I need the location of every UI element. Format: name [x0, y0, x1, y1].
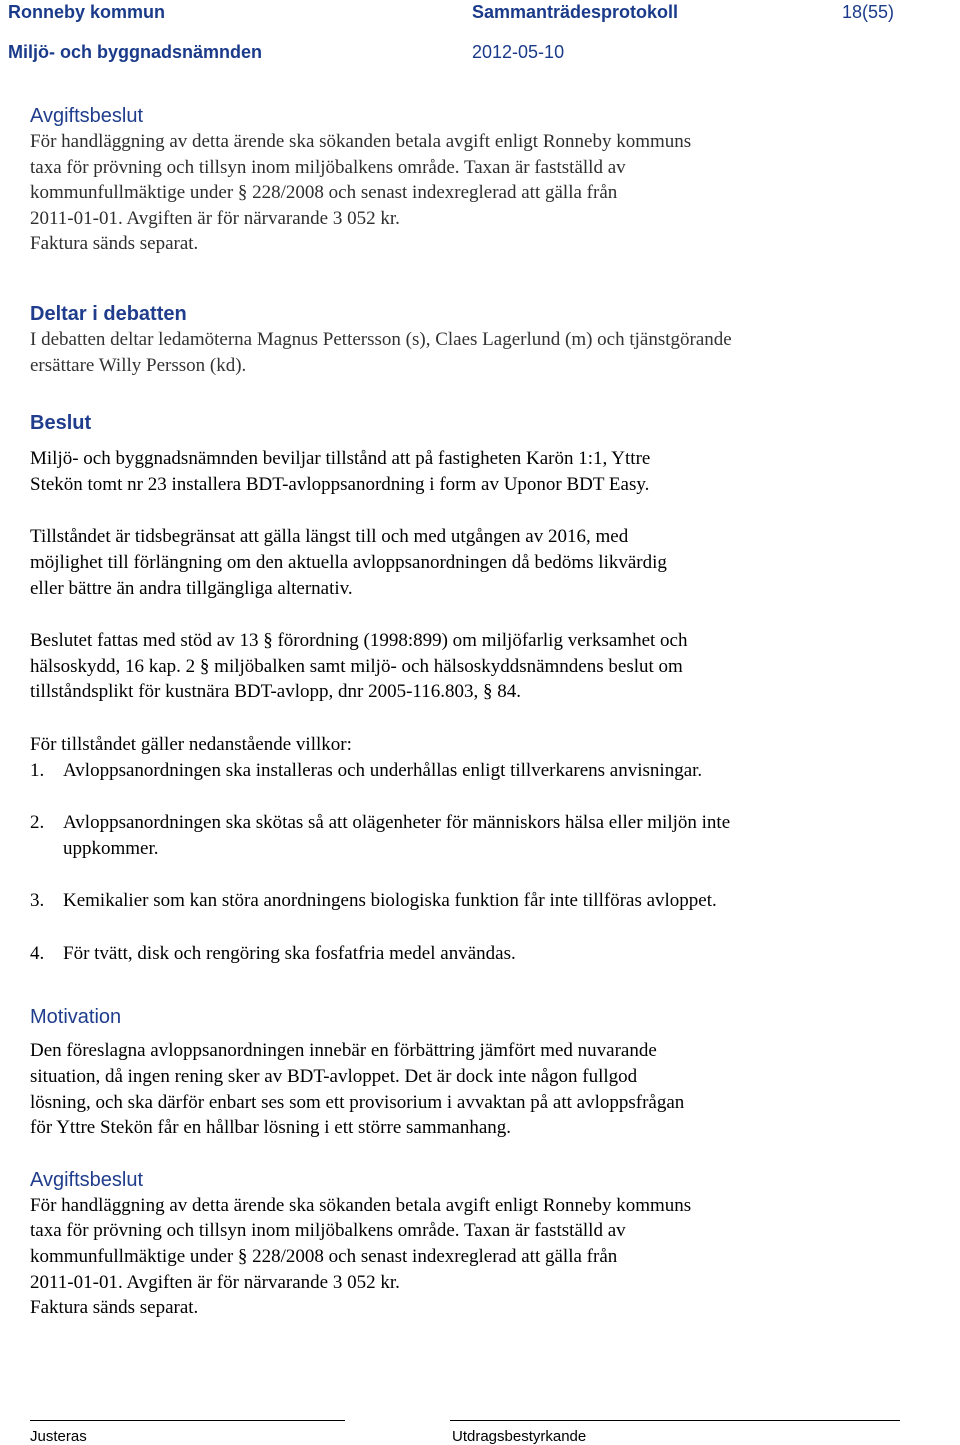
condition-item — [30, 888, 930, 914]
conditions-intro: För tillståndet gäller nedanstående villkor: — [30, 733, 352, 755]
condition-number: 3. — [30, 890, 45, 912]
condition-number: 2. — [30, 812, 45, 834]
decision-section — [30, 410, 930, 966]
header-doc-type: Sammanträdesprotokoll — [472, 2, 679, 22]
condition-number: 4. — [30, 942, 45, 964]
footer-justeras: Justeras — [30, 1428, 87, 1445]
motivation-heading: Motivation — [30, 1006, 122, 1029]
header-org: Ronneby kommun — [8, 2, 166, 22]
condition-number: 1. — [30, 759, 45, 781]
decision-paragraph-2: Tillståndet är tidsbegränsat att gälla längst till och med utgången av 2016, med möjlighet till förlängning om den aktuella avloppsanordningen då bedöms likvärdig eller bättre än andra tillgängliga alternativ. — [30, 526, 667, 599]
debate-heading: Deltar i debatten — [30, 302, 187, 325]
debate-text: I debatten deltar ledamöterna Magnus Pettersson (s), Claes Lagerlund (m) och tjänstgörande ersättare Willy Persson (kd). — [30, 328, 732, 376]
decision-heading: Beslut — [30, 412, 92, 435]
condition-text: Avloppsanordningen ska installeras och underhållas enligt tillverkarens anvisningar. — [63, 759, 703, 781]
decision-paragraph-3: Beslutet fattas med stöd av 13 § förordning (1998:899) om miljöfarlig verksamhet och hälsoskydd, 16 kap. 2 § miljöbalken samt miljö- och hälsoskyddsnämndens beslut om tillståndsplikt för kustnära BDT-avlopp, dnr 2005-116.803, § 84. — [30, 630, 688, 703]
fee-text: För handläggning av detta ärende ska sökanden betala avgift enligt Ronneby kommuns taxa för prövning och tillsyn inom miljöbalkens område. Taxan är fastställd av kommunfullmäktige under § 228/2008 och senast indexreglerad att gälla från 2011-01-01. Avgiften är för närvarande 3 052 kr. Faktura sänds separat. — [30, 131, 692, 255]
condition-text: För tvätt, disk och rengöring ska fosfatfria medel användas. — [63, 942, 516, 964]
fee-section-2 — [30, 1167, 930, 1321]
decision-paragraph-1: Miljö- och byggnadsnämnden beviljar tillstånd att på fastigheten Karön 1:1, Yttre Stekön tomt nr 23 installera BDT-avloppsanordning i form av Uponor BDT Easy. — [30, 448, 651, 495]
fee-section-1 — [30, 103, 930, 257]
debate-section — [30, 301, 930, 378]
footer-utdragsbestyrkande: Utdragsbestyrkande — [452, 1428, 587, 1445]
condition-item — [30, 810, 930, 861]
header-date: 2012-05-10 — [472, 42, 565, 62]
motivation-text: Den föreslagna avloppsanordningen innebär en förbättring jämfört med nuvarande situation, då ingen rening sker av BDT-avloppet. Det är dock inte någon fullgod lösning, och ska därför enbart ses som ett provisorium i avvaktan på att avloppsfrågan för Yttre Stekön får en hållbar lösning i ett större sammanhang. — [30, 1040, 685, 1139]
header-board: Miljö- och byggnadsnämnden — [8, 42, 263, 62]
document-body — [30, 103, 930, 1321]
fee-heading: Avgiftsbeslut — [30, 1168, 144, 1191]
fee-text: För handläggning av detta ärende ska sökanden betala avgift enligt Ronneby kommuns taxa för prövning och tillsyn inom miljöbalkens område. Taxan är fastställd av kommunfullmäktige under § 228/2008 och senast indexreglerad att gälla från 2011-01-01. Avgiften är för närvarande 3 052 kr. Faktura sänds separat. — [30, 1194, 692, 1319]
header-page-number: 18(55) — [842, 2, 895, 22]
motivation-section — [30, 1004, 930, 1140]
footer-signature-line-left — [30, 1420, 345, 1421]
condition-item — [30, 941, 930, 967]
fee-heading: Avgiftsbeslut — [30, 105, 144, 127]
condition-item — [30, 758, 930, 784]
condition-text: Avloppsanordningen ska skötas så att olägenheter för människors hälsa eller miljön inte uppkommer. — [63, 812, 731, 859]
condition-text: Kemikalier som kan störa anordningens biologiska funktion får inte tillföras avloppet. — [63, 890, 717, 912]
footer-signature-line-right — [450, 1420, 900, 1421]
